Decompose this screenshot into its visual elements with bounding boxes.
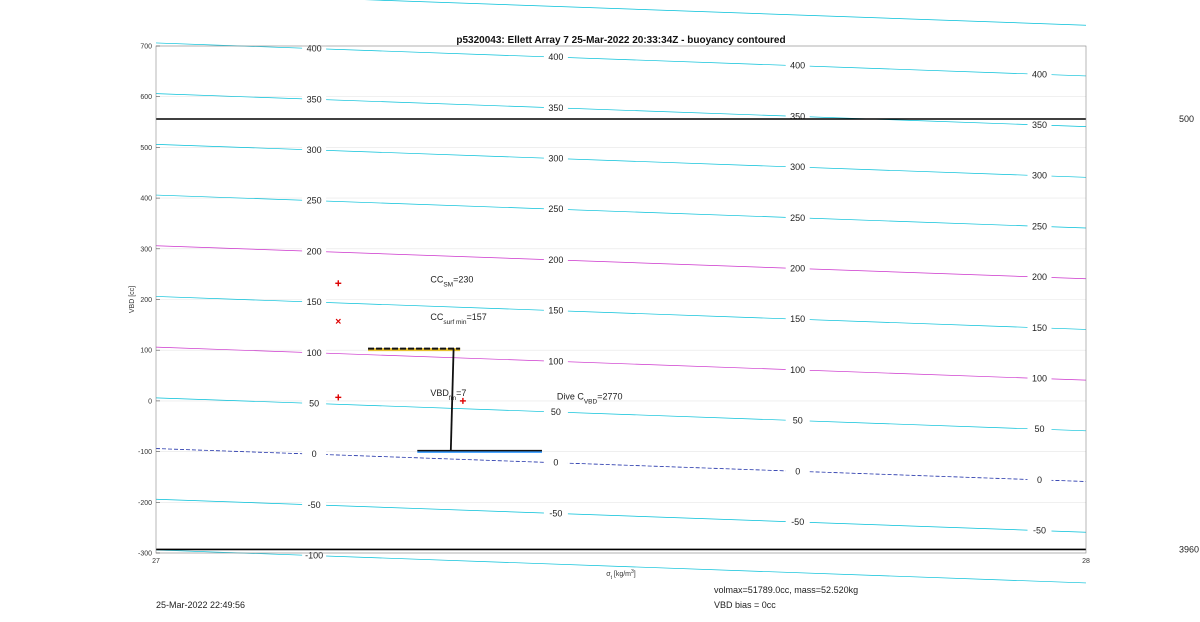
cc-sm-annotation: $CC_{SM}=230$ [430,274,474,288]
y-tick-label: -300 [137,550,152,558]
contour-label: 250 [548,204,564,215]
dive-cvbd-annotation: Dive $C_{VBD}=2770$ [556,391,623,405]
x-axis-label-units: [kg/m [611,571,632,578]
reference-line-label: 3960 [1179,544,1200,555]
contour-label: 50 [1034,424,1045,435]
contour-label: 300 [790,162,806,173]
x-axis-label-sub: t [610,575,612,581]
contour-line [156,43,1086,76]
contour-label: -50 [791,516,805,527]
contour-line [156,398,1086,431]
footer-vbd-bias: VBD bias = 0cc [714,600,776,610]
contour-label: 150 [790,314,806,325]
y-tick-label: 600 [140,94,152,102]
marker-layer [335,280,466,404]
contour-label: 400 [548,52,564,63]
cc-surf-min-annotation: $CC_{surf min}=157$ [430,311,487,326]
footer-timestamp: 25-Mar-2022 22:49:56 [156,600,246,610]
y-axis-label: VBD [cc] [129,285,136,314]
contour-label: 300 [548,153,564,164]
contour-label: 250 [306,195,322,206]
contour-label: 50 [792,415,803,426]
contour-label: 0 [795,466,801,477]
contour-line [156,246,1086,279]
contour-label: 350 [548,102,564,113]
x-tick-label: 27 [152,558,160,565]
contour-line [156,347,1086,380]
contour-label: -50 [307,499,321,510]
y-tick-label: 400 [140,195,152,203]
vbd-fm-left-marker [335,394,341,400]
contour-line [156,296,1086,329]
contour-line [156,195,1086,228]
cc-surf-min-marker [336,319,340,323]
contour-label: -50 [1032,525,1047,536]
vbd-fm-right-marker [460,398,466,404]
contour-label: 200 [1031,272,1048,283]
x-axis-label-end: ] [633,571,636,578]
contour-line [156,144,1086,177]
x-axis-label-sup: 3 [631,569,634,575]
contour-label: 350 [306,94,322,105]
contour-label: 0 [553,457,559,468]
contour-label: 100 [790,364,806,375]
contour-line [156,499,1086,532]
contour-label: 300 [306,144,322,155]
y-tick-label: 100 [140,347,152,355]
contour-label: 150 [306,297,322,308]
contour-label: 200 [790,263,806,274]
y-tick-label: 500 [140,144,152,152]
contour-label: 400 [1031,69,1048,80]
contour-label: 300 [1031,170,1048,181]
contour-label: -100 [305,550,324,561]
contour-label: 100 [548,356,564,367]
footer-volmax-mass: volmax=51789.0cc, mass=52.520kg [714,585,859,595]
contour-label: 250 [790,212,806,223]
grid-layer [156,43,1086,553]
y-tick-label: 0 [148,398,152,406]
contour-label: 400 [306,43,322,54]
contour-label: 400 [790,60,806,71]
chart-title: p5320043: Ellett Array 7 25-Mar-2022 20:33:34Z - buoyancy contoured [456,35,786,46]
x-tick-label: 28 [1082,558,1090,565]
contour-label: 200 [306,246,322,257]
reference-line-label: 500 [1179,114,1195,125]
contour-label: 350 [790,111,806,122]
contour-line [156,94,1086,127]
y-tick-label: -100 [137,449,152,457]
x-axis-label-symbol: σ [606,571,611,578]
contour-label: 50 [309,398,320,409]
contour-label: 150 [1031,322,1048,333]
y-tick-label: 300 [140,246,152,254]
contour-label: 350 [1031,119,1048,130]
contour-label: 200 [548,254,564,265]
contour-label: 100 [306,347,322,358]
annotation-layer [430,274,622,405]
y-tick-label: 700 [140,43,152,51]
y-tick-label: -200 [137,499,152,507]
contour-label: 50 [550,407,561,418]
contour-line [156,449,1086,482]
contour-layer [156,0,1086,583]
vbd-fm-annotation: $VBD_{fm}=7$ [430,387,467,402]
contour-label: 150 [548,305,564,316]
cc-sm-marker [335,280,341,286]
contour-label: 0 [311,449,317,460]
x-axis-label [606,569,636,581]
contour-label: 0 [1036,474,1043,485]
contour-label: 250 [1031,221,1048,232]
contour-line [156,0,1086,25]
contour-label: 100 [1031,373,1048,384]
y-tick-label: 200 [140,297,152,304]
contour-label: -50 [549,508,563,519]
